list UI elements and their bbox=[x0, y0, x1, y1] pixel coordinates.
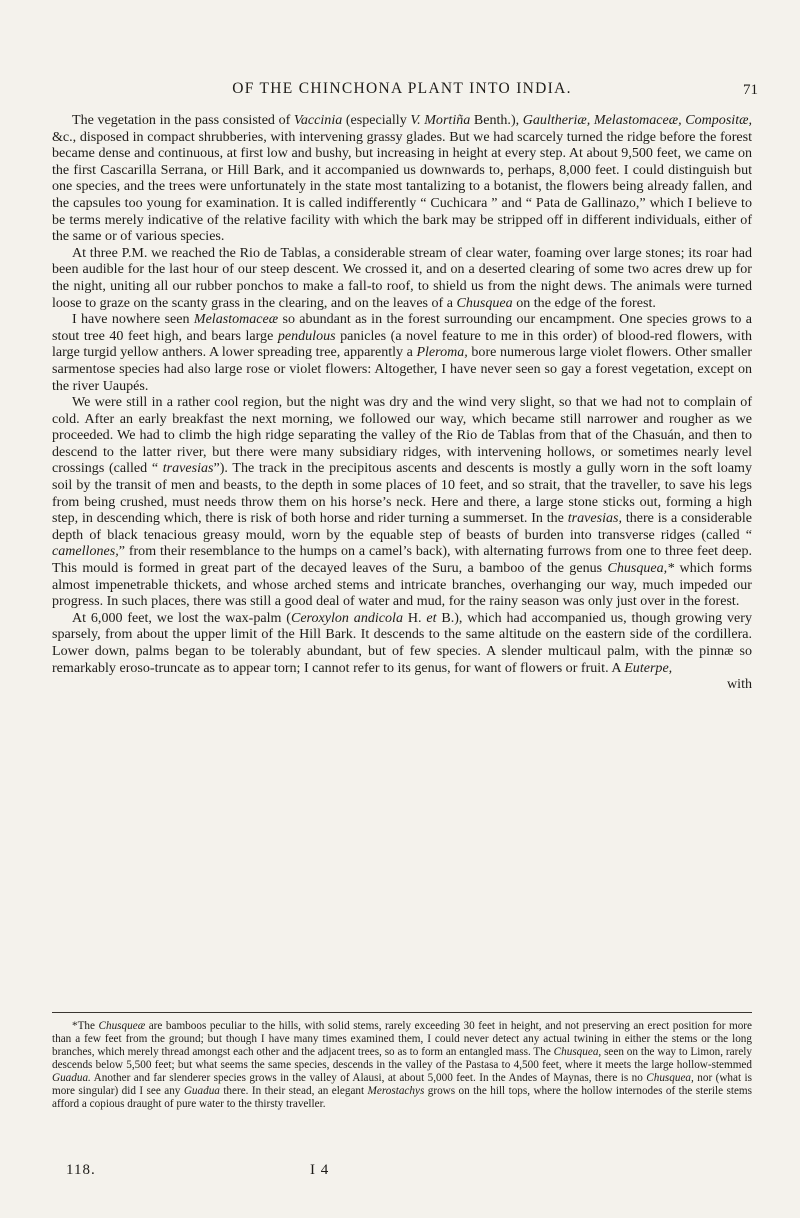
italic-run: Merostachys bbox=[367, 1085, 425, 1097]
italic-run: travesias bbox=[162, 460, 214, 477]
italic-run: et bbox=[426, 609, 437, 626]
italic-run: Euterpe, bbox=[624, 659, 673, 676]
italic-run: V. Mortiña bbox=[410, 112, 471, 128]
paragraph bbox=[52, 112, 752, 245]
paragraph bbox=[52, 610, 752, 676]
running-head bbox=[52, 78, 758, 106]
paragraph bbox=[52, 311, 752, 394]
text-run: there is a considerable depth of black tenacious greasy mould, worn by the equable step of beasts of burden into transverse ridges (called “ bbox=[52, 510, 753, 543]
page-number: 71 bbox=[743, 82, 758, 98]
text-run: At 6,000 feet, we lost the wax-palm ( bbox=[72, 609, 291, 626]
text-run: *The bbox=[72, 1020, 99, 1032]
text-run: bore numerous large violet flowers. Other smaller sarmentose species had also large rose or violet flowers: Altogether, I have never seen so gay a forest vegetation, except on the river Uaupés. bbox=[52, 344, 752, 394]
italic-run: Chusquea bbox=[456, 294, 513, 311]
footnote bbox=[52, 1020, 752, 1111]
body-text bbox=[52, 112, 752, 693]
catchword: with bbox=[727, 676, 752, 693]
text-run: &c., disposed in compact shrubberies, with intervening grassy glades. But we had scarcely turned the ridge before the forest became dense and continuous, at first low and bushy, but increasing in height at every step. At about 9,500 feet, we came on the first Cascarilla Serrana, or Hill Bark, and it accompanied us downwards to, perhaps, 8,000 feet. I could distinguish but one species, and the trees were unfortunately in the state most tantalizing to a botanist, the flowers being already fallen, and the capsules too young for examination. It is called indifferently “ Cuchicara ” and “ Pata de Gallinazo,” which I believe to be terms merely indicative of the relative facility with which the bark may be stripped off in different individuals, either of the same or of various species. bbox=[52, 128, 752, 245]
running-title: OF THE CHINCHONA PLANT INTO INDIA. bbox=[232, 80, 572, 97]
text-run: are bamboos peculiar to the hills, with solid stems, rarely exceeding 30 feet in height, and not preserving an erect position for more than a few feet from the ground; but though I have many times examined them, I could never detect any actual twining in either the stems or the long branches, which merely thread amongst each other and the adjacent trees, so as to form an entangled mass. The bbox=[52, 1020, 752, 1058]
text-run: panicles (a novel feature to me in this order) of blood-red flowers, with large turgid yellow anthers. A lower spreading tree, apparently a bbox=[52, 327, 752, 361]
text-run: ” from their resemblance to the humps on a camel’s back), with alternating furrows from one to three feet deep. This mould is formed in great part of the decayed leaves of the Suru, a bamboo of the genus bbox=[52, 543, 752, 577]
italic-run: Chusquea, bbox=[553, 1046, 602, 1058]
italic-run: travesias, bbox=[567, 510, 622, 527]
italic-run: pendulous bbox=[277, 327, 336, 344]
signature-mark: 118. bbox=[66, 1162, 96, 1178]
text-run: there. In their stead, an elegant bbox=[219, 1085, 368, 1097]
italic-run: Pleroma, bbox=[416, 344, 468, 361]
text-run: (especially bbox=[342, 112, 411, 128]
italic-run: Guadua. bbox=[52, 1072, 91, 1084]
italic-run: Vaccinia bbox=[293, 112, 343, 128]
text-run: We were still in a rather cool region, but the night was dry and the wind very slight, so that we had not to complain of cold. After an early breakfast the next morning, we followed our way, which became still narrower and rougher as we proceeded. We had to climb the high ridge separating the valley of the Rio de Tablas from that of the Chasuán, and then to descend to the latter river, but there were many subsidiary ridges, with intervening hollows, or sometimes nearly level crossings (called “ bbox=[52, 394, 752, 477]
italic-run: Gaultheriæ, Melastomaceæ, Compositæ, bbox=[522, 112, 752, 128]
paragraph bbox=[52, 245, 752, 311]
sheet-mark: I 4 bbox=[310, 1162, 330, 1178]
italic-run: Chusquea, bbox=[646, 1072, 694, 1084]
text-run: H. bbox=[402, 609, 427, 626]
italic-run: Chusqueæ bbox=[98, 1020, 146, 1032]
text-run: grows on the hill tops, where the hollow internodes of the sterile stems afford a copious draught of pure water to the thirsty traveller. bbox=[52, 1085, 752, 1110]
text-run: nor (what is more singular) did I see any bbox=[52, 1072, 752, 1097]
text-run: Another and far slenderer species grows in the valley of Alausi, at about 5,000 feet. In the Andes of Maynas, there is no bbox=[90, 1072, 647, 1084]
italic-run: Ceroxylon andicola bbox=[290, 609, 403, 626]
text-run: ”). The track in the precipitous ascents and descents is mostly a gully worn in the soft loamy soil by the transit of men and beasts, to the depth in some places of 10 feet, and so strait, that the traveller, to save his legs from being crushed, must needs throw them on his horse’s neck. Here and there, a large stone sticks out, forming a high step, in descending which, there is risk of both horse and rider turning a summerset. In the bbox=[52, 460, 752, 527]
text-run: I have nowhere seen bbox=[72, 311, 194, 328]
footnote-rule bbox=[52, 1012, 752, 1013]
text-run: so abundant as in the forest surrounding our encampment. One species grows to a stout tree 40 feet high, and bears large bbox=[52, 311, 752, 344]
italic-run: camellones, bbox=[52, 543, 119, 560]
text-run: which forms almost impenetrable thickets, and whose arched stems and intricate branches, overhanging our way, much impeded our progress. In such places, there was still a good deal of water and mud, for the rainy season was only just over in the forest. bbox=[52, 560, 753, 610]
text-run: seen on the way to Limon, rarely descends below 5,500 feet; but what seems the same species, descends in the valley of the Pastasa to 4,500 feet, where it meets the large hollow-stemmed bbox=[52, 1046, 752, 1071]
text-run: Benth.), bbox=[470, 112, 523, 128]
text-run: The vegetation in the pass consisted of bbox=[72, 112, 294, 128]
footnote-paragraph bbox=[52, 1020, 752, 1111]
text-run: on the edge of the forest. bbox=[512, 294, 656, 311]
text-run: B.), which had accompanied us, though growing very sparsely, from about the upper limit of the Hill Bark. It descends to the same altitude on the eastern side of the cordillera. Lower down, palms began to be tolerably abundant, but of few species. A slender multicaul palm, with the pinnæ so remarkably eroso-truncate as to appear torn; I cannot refer to its genus, for want of flowers or fruit. A bbox=[52, 609, 752, 676]
italic-run: Guadua bbox=[183, 1085, 220, 1097]
italic-run: Melastomaceæ bbox=[193, 311, 279, 328]
italic-run: Chusquea,* bbox=[607, 560, 675, 577]
text-run: At three P.M. we reached the Rio de Tablas, a considerable stream of clear water, foaming over large stones; its roar had been audible for the last hour of our steep descent. We crossed it, and on a deserted clearing of some two acres drew up for the night, uniting all our rubber ponchos to make a fall-to roof, to shield us from the night dews. The animals were turned loose to graze on the scanty grass in the clearing, and on the leaves of a bbox=[52, 244, 752, 311]
paragraph bbox=[52, 394, 752, 610]
